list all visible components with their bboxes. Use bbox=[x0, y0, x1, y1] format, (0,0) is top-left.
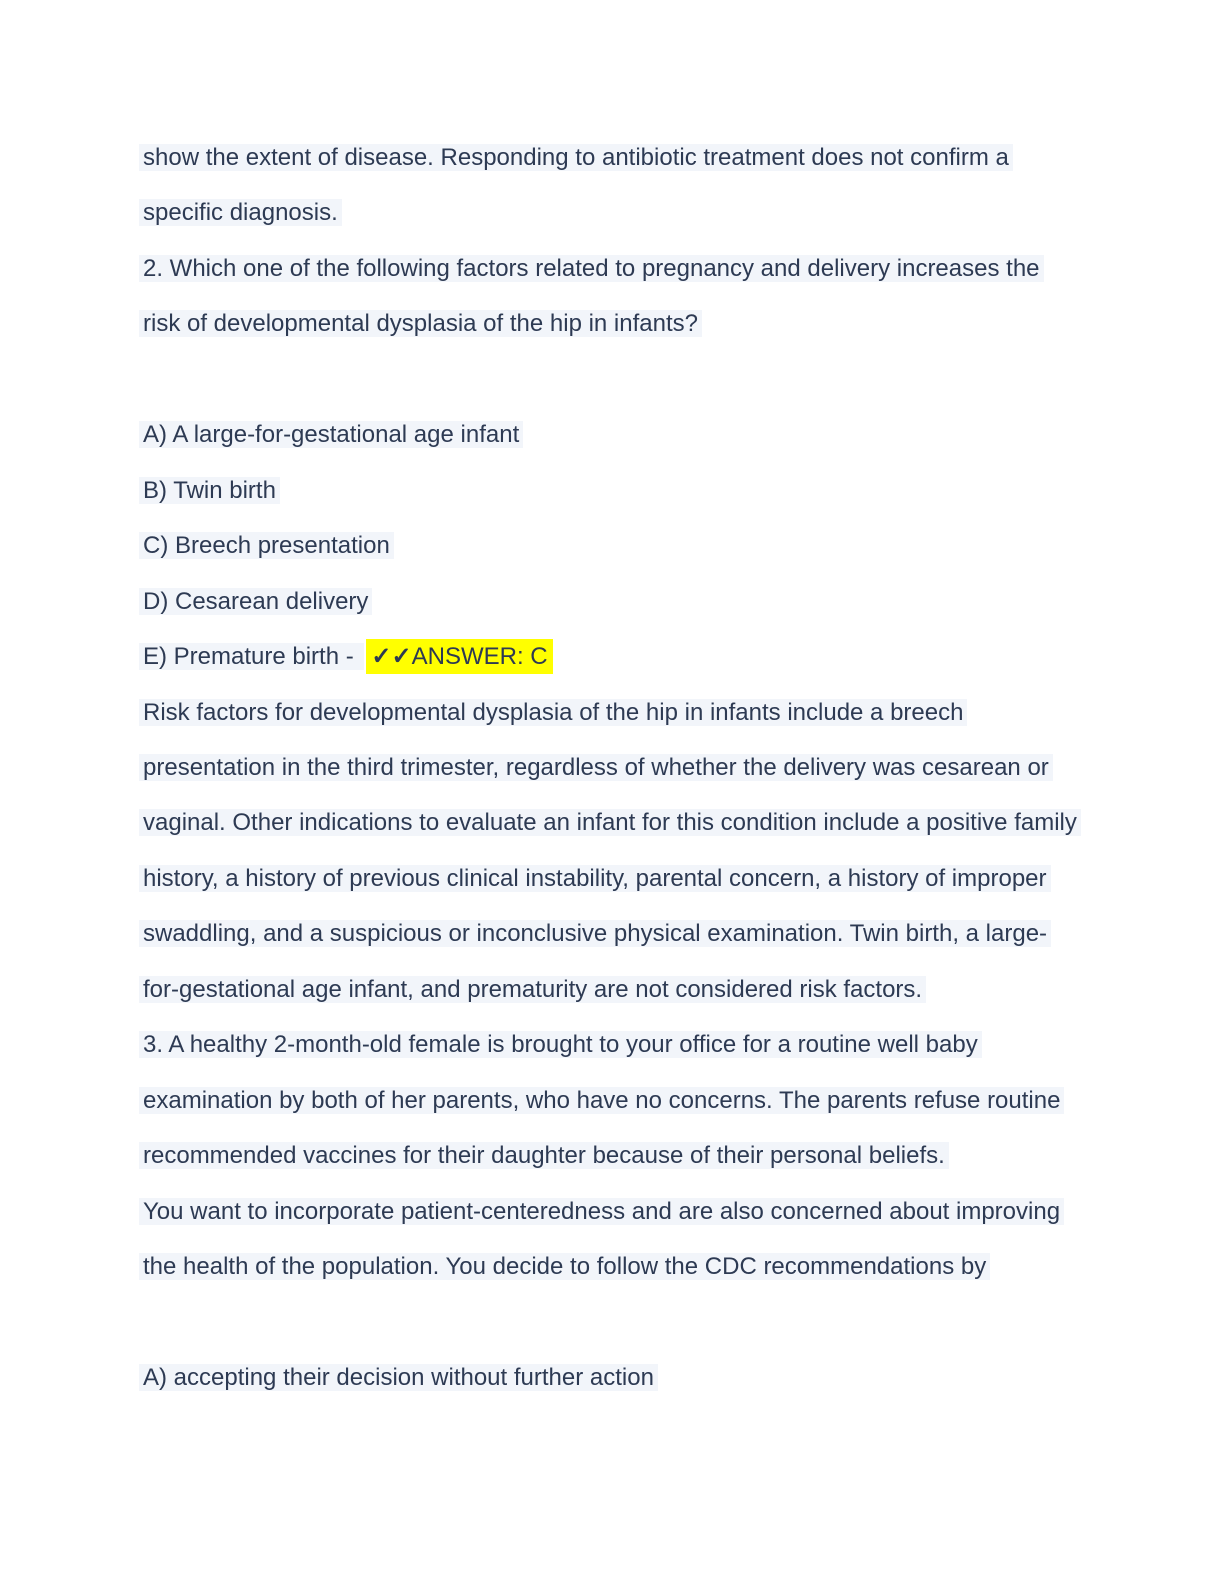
option-line-a2 bbox=[143, 1350, 1124, 1405]
line-text: C) Breech presentation bbox=[139, 532, 394, 559]
line-text: show the extent of disease. Responding to antibiotic treatment does not confirm a bbox=[139, 144, 1013, 171]
line-text: specific diagnosis. bbox=[139, 199, 342, 226]
text-line bbox=[143, 1017, 1124, 1072]
text-line bbox=[143, 1073, 1124, 1128]
option-line-b bbox=[143, 463, 1124, 518]
line-text: B) Twin birth bbox=[139, 477, 280, 504]
line-text: the health of the population. You decide to follow the CDC recommendations by bbox=[139, 1253, 990, 1280]
line-text: recommended vaccines for their daughter because of their personal beliefs. bbox=[139, 1142, 949, 1169]
option-line-e bbox=[143, 629, 1124, 684]
line-text: D) Cesarean delivery bbox=[139, 588, 372, 615]
line-text: Risk factors for developmental dysplasia of the hip in infants include a breech bbox=[139, 699, 967, 726]
line-text: examination by both of her parents, who have no concerns. The parents refuse routine bbox=[139, 1087, 1064, 1114]
line-text: for-gestational age infant, and prematurity are not considered risk factors. bbox=[139, 976, 926, 1003]
answer-highlight bbox=[366, 639, 552, 674]
line-text: history, a history of previous clinical instability, parental concern, a history of improper bbox=[139, 865, 1051, 892]
answer-label: ANSWER: C bbox=[411, 643, 548, 671]
text-line bbox=[143, 740, 1124, 795]
line-text: 3. A healthy 2-month-old female is brought to your office for a routine well baby bbox=[139, 1031, 982, 1058]
option-line-d bbox=[143, 574, 1124, 629]
text-line bbox=[143, 795, 1124, 850]
text-line bbox=[143, 685, 1124, 740]
line-text: A) accepting their decision without further action bbox=[139, 1364, 658, 1391]
text-line bbox=[143, 1184, 1124, 1239]
option-line-c bbox=[143, 518, 1124, 573]
line-text: A) A large-for-gestational age infant bbox=[139, 421, 523, 448]
text-line bbox=[143, 185, 1124, 240]
checkmark-icons: ✓✓ bbox=[371, 643, 412, 671]
line-text: vaginal. Other indications to evaluate an infant for this condition include a positive family bbox=[139, 809, 1081, 836]
line-text: swaddling, and a suspicious or inconclusive physical examination. Twin birth, a large- bbox=[139, 920, 1051, 947]
line-text: risk of developmental dysplasia of the hip in infants? bbox=[139, 310, 702, 337]
text-line bbox=[143, 241, 1124, 296]
blank-line bbox=[143, 352, 1124, 407]
text-line bbox=[143, 130, 1124, 185]
line-text: You want to incorporate patient-centeredness and are also concerned about improving bbox=[139, 1198, 1064, 1225]
text-line bbox=[143, 906, 1124, 961]
blank-line bbox=[143, 1295, 1124, 1350]
line-text: E) Premature birth - bbox=[139, 643, 364, 670]
line-text: 2. Which one of the following factors related to pregnancy and delivery increases the bbox=[139, 255, 1044, 282]
option-line-a bbox=[143, 407, 1124, 462]
line-text: presentation in the third trimester, regardless of whether the delivery was cesarean or bbox=[139, 754, 1053, 781]
text-line bbox=[143, 1239, 1124, 1294]
text-line bbox=[143, 962, 1124, 1017]
text-line bbox=[143, 851, 1124, 906]
text-line bbox=[143, 1128, 1124, 1183]
text-line bbox=[143, 296, 1124, 351]
